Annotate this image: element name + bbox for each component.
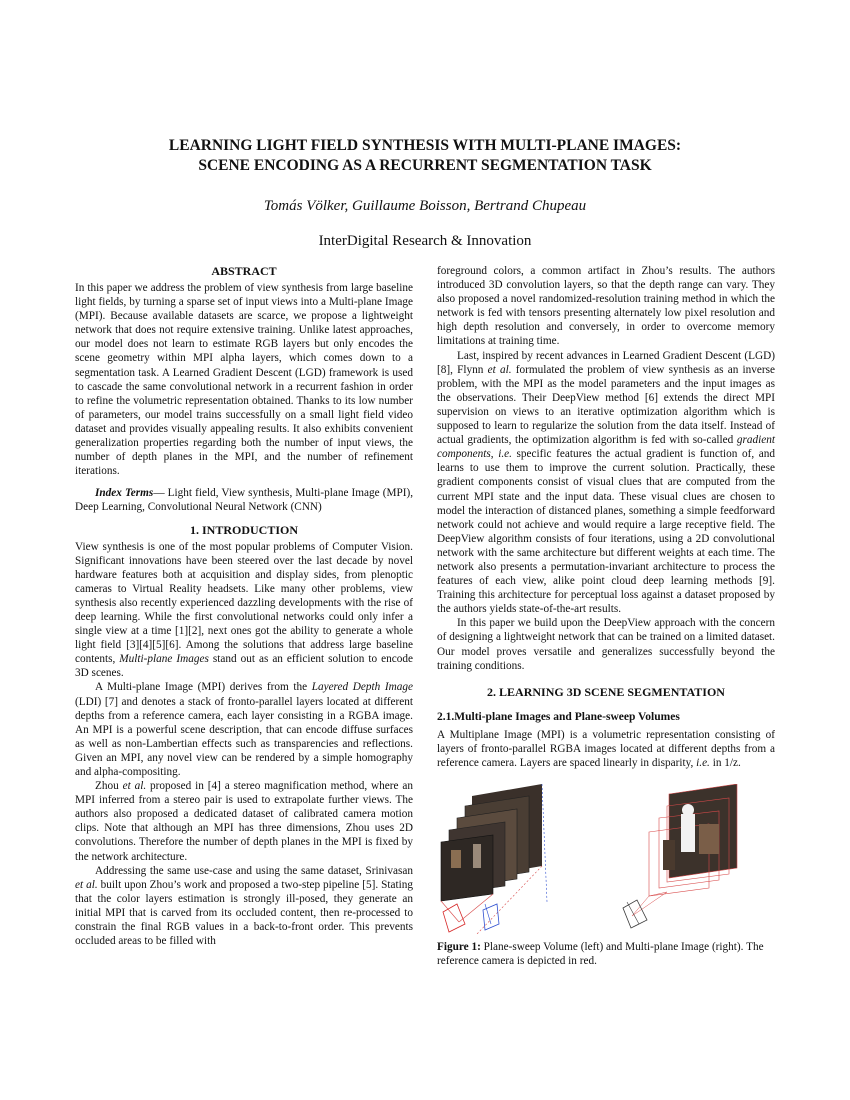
- figure-1-illustration: [437, 784, 775, 934]
- intro-p6-em1: et al.: [487, 363, 512, 376]
- intro-p2-b: (LDI) [7] and denotes a stack of fronto-parallel layers located at different depths from a reference camera, each layer consisting in a RGBA image. An MPI is a powerful scene description, that can encode diffuse surfaces as well as non-Lambertian effects such as transparencies and reflections. Given an MPI, any novel view can be rendered by a simple homography and alpha-compositing.: [75, 695, 413, 778]
- figure-1-label: Figure 1:: [437, 941, 481, 953]
- multi-plane-image: [623, 784, 737, 928]
- intro-p4-b: built upon Zhou’s work and proposed a two-step pipeline [5]. Stating that the color layers estimation is strongly ill-posed, they generate an initial MPI that is carved from its occluded content, then re-processed to constrain the final RGB values in a back-to-front order. This prevents occluded areas to be filled with: [75, 878, 413, 948]
- intro-p6-em3: i.e.: [498, 448, 512, 461]
- mpi-foreground-figure: [681, 814, 695, 852]
- figure-1-caption-text: Plane-sweep Volume (left) and Multi-plane Image (right). The reference camera is depicted in red.: [437, 941, 764, 968]
- intro-paragraph-2: [75, 680, 413, 779]
- intro-p3-b: proposed in [4] a stereo magnification method, where an MPI inferred from a stereo pair is used to extrapolate further views. The authors also proposed a dedicated dataset of calibrated camera motion clips. Note that although an MPI has three dimensions, Zhou uses 2D convolutions. Therefore the number of depth planes in the MPI is fixed by the network architecture.: [75, 780, 413, 863]
- intro-p1-a: View synthesis is one of the most popular problems of Computer Vision. Significant innovations have been steered over the last decade by novel hardware features both at acquisition and display sides, from plenoptic cameras to Virtual Reality headsets. Like many other problems, view synthesis also recently experienced dazzling developments with the rise of deep learning. While the first convolutional networks could only infer a single view at a time [1][2], next ones got the ability to generate a whole light field [3][4][5][6]. Among the solutions that address large baseline contents,: [75, 540, 413, 666]
- intro-paragraph-3: [75, 779, 413, 864]
- affiliation: InterDigital Research & Innovation: [318, 233, 532, 249]
- intro-p4-a: Addressing the same use-case and using the same dataset, Srinivasan: [95, 864, 413, 877]
- section-2-heading: 2. LEARNING 3D SCENE SEGMENTATION: [487, 684, 725, 699]
- mpi-layer-content: [663, 840, 675, 870]
- intro-paragraph-4: [75, 864, 413, 949]
- psv-frustum-blue: [542, 784, 547, 902]
- subsection-2-1-heading: 2.1.Multi-plane Images and Plane-sweep Volumes: [437, 710, 680, 723]
- section-2-paragraph-1: [437, 728, 775, 770]
- psv-input-camera: [483, 904, 499, 930]
- intro-paragraph-6: [437, 349, 775, 617]
- index-terms-label: Index Terms: [95, 487, 154, 500]
- mpi-frustum: [632, 892, 667, 916]
- intro-p1-em: Multi-plane Images: [119, 653, 209, 666]
- plane-sweep-volume: [441, 784, 547, 934]
- index-terms-dash: —: [153, 487, 168, 500]
- intro-p6-a: Last, inspired by recent advances in Learned Gradient Descent (LGD) [8], Flynn: [437, 349, 775, 376]
- intro-p1-b: stand out as an efficient solution to encode 3D scenes.: [75, 653, 413, 680]
- psv-highlight-2: [473, 844, 481, 868]
- abstract-text: In this paper we address the problem of view synthesis from large baseline light fields, by turning a sparse set of input views into a Multi-plane Image (MPI). Because available datasets are scarce, we propose a lightweight network that does not require extensive training. Unlike latest approaches, our model does not learn to estimate RGB layers but only encodes the scene geometry within MPI alpha layers, which comes down to a segmentation task. A Learned Gradient Descent (LGD) framework is used to cascade the same convolutional network in a recurrent fashion in order to refine the volumetric representation obtained. Thanks to its low number of parameters, our model trains successfully on a small light field video dataset and provides visually appealing results. It also exhibits convenient generalization properties regarding both the number of input views, the number of depth planes in the MPI, and the number of refinement iterations.: [75, 282, 413, 478]
- intro-p6-b: formulated the problem of view synthesis as an inverse problem, with the MPI as the model parameters and the input images as the observations. Their DeepView method [6] extends the direct MPI supervision on views to an iterative optimization algorithm which is supposed to learn to regularize the solution from the data itself. Instead of actual gradients, the optimization algorithm is fed with so-called: [437, 363, 776, 447]
- index-terms-text: Light field, View synthesis, Multi-plane Image (MPI), Deep Learning, Convolutional Neural Network (CNN): [75, 487, 414, 514]
- intro-p6-em2: gradient components: [437, 434, 775, 461]
- paper-title: [40, 136, 810, 176]
- intro-paragraph-7: In this paper we build upon the DeepView approach with the concern of designing a lightweight network that can be trained on a limited dataset. Our model proves versatile and generalizes successfully beyond the training conditions.: [437, 617, 775, 672]
- intro-p6-c: ,: [490, 448, 499, 461]
- authors: Tomás Völker, Guillaume Boisson, Bertrand Chupeau: [263, 198, 587, 214]
- intro-p3-a: Zhou: [95, 780, 123, 793]
- left-column: [75, 264, 413, 948]
- index-terms: [75, 486, 413, 514]
- title-line-1: LEARNING LIGHT FIELD SYNTHESIS WITH MULTI-PLANE IMAGES:: [168, 137, 682, 154]
- intro-p4-em: et al.: [75, 878, 98, 891]
- title-line-2: SCENE ENCODING AS A RECURRENT SEGMENTATION TASK: [198, 157, 652, 174]
- intro-heading: 1. INTRODUCTION: [189, 522, 298, 537]
- mpi-foreground-head: [682, 804, 694, 816]
- intro-p2-em: Layered Depth Image: [311, 681, 413, 694]
- intro-p2-a: A Multi-plane Image (MPI) derives from the: [95, 681, 312, 694]
- s2-p1-b: in 1/z.: [709, 756, 741, 769]
- intro-p6-d: specific features the actual gradient is function of, and learns to use them to improve the current solution. Practically, these gradient components consist of visual clues that are computed from the current MPI state and the input data. These visual clues are chosen to model the interaction of distanced planes, something a simple feedforward network could not achieve and would require a large receptive field. The DeepView algorithm consists of four iterations, using a 2D convolutional network with the same architecture but different weights at each time. The network also presents a permutation-invariant architecture to process the features of each view, alike point cloud deep learning methods [9]. Training this architecture for perceptual loss against a dataset proposed by the authors yields state-of-the-art results.: [437, 448, 775, 616]
- intro-paragraph-1: [75, 540, 413, 681]
- mpi-painting: [699, 824, 719, 854]
- psv-reference-camera: [443, 904, 465, 932]
- abstract-heading: ABSTRACT: [211, 264, 277, 278]
- figure-1-caption: [437, 940, 775, 968]
- figure-1: [437, 784, 775, 934]
- s2-p1-a: A Multiplane Image (MPI) is a volumetric representation consisting of layers of fronto-parallel RGBA images located at different depths from a reference camera. Layers are spaced linearly in disparity,: [437, 728, 775, 769]
- psv-plane-1: [441, 835, 493, 901]
- intro-paragraph-5: foreground colors, a common artifact in Zhou’s results. The authors introduced 3D convolution layers, so that the depth range can vary. They also proposed a novel randomized-resolution training method in which the network is fed with tensors presenting alternately low pixel resolution and high depth resolution and conversely, in order to overcome memory limitations at training time.: [437, 265, 775, 348]
- right-column: [437, 264, 775, 968]
- psv-highlight-1: [451, 850, 461, 868]
- mpi-camera-ray: [627, 902, 639, 924]
- intro-p3-em: et al.: [122, 780, 147, 793]
- s2-p1-em: i.e.: [696, 756, 710, 769]
